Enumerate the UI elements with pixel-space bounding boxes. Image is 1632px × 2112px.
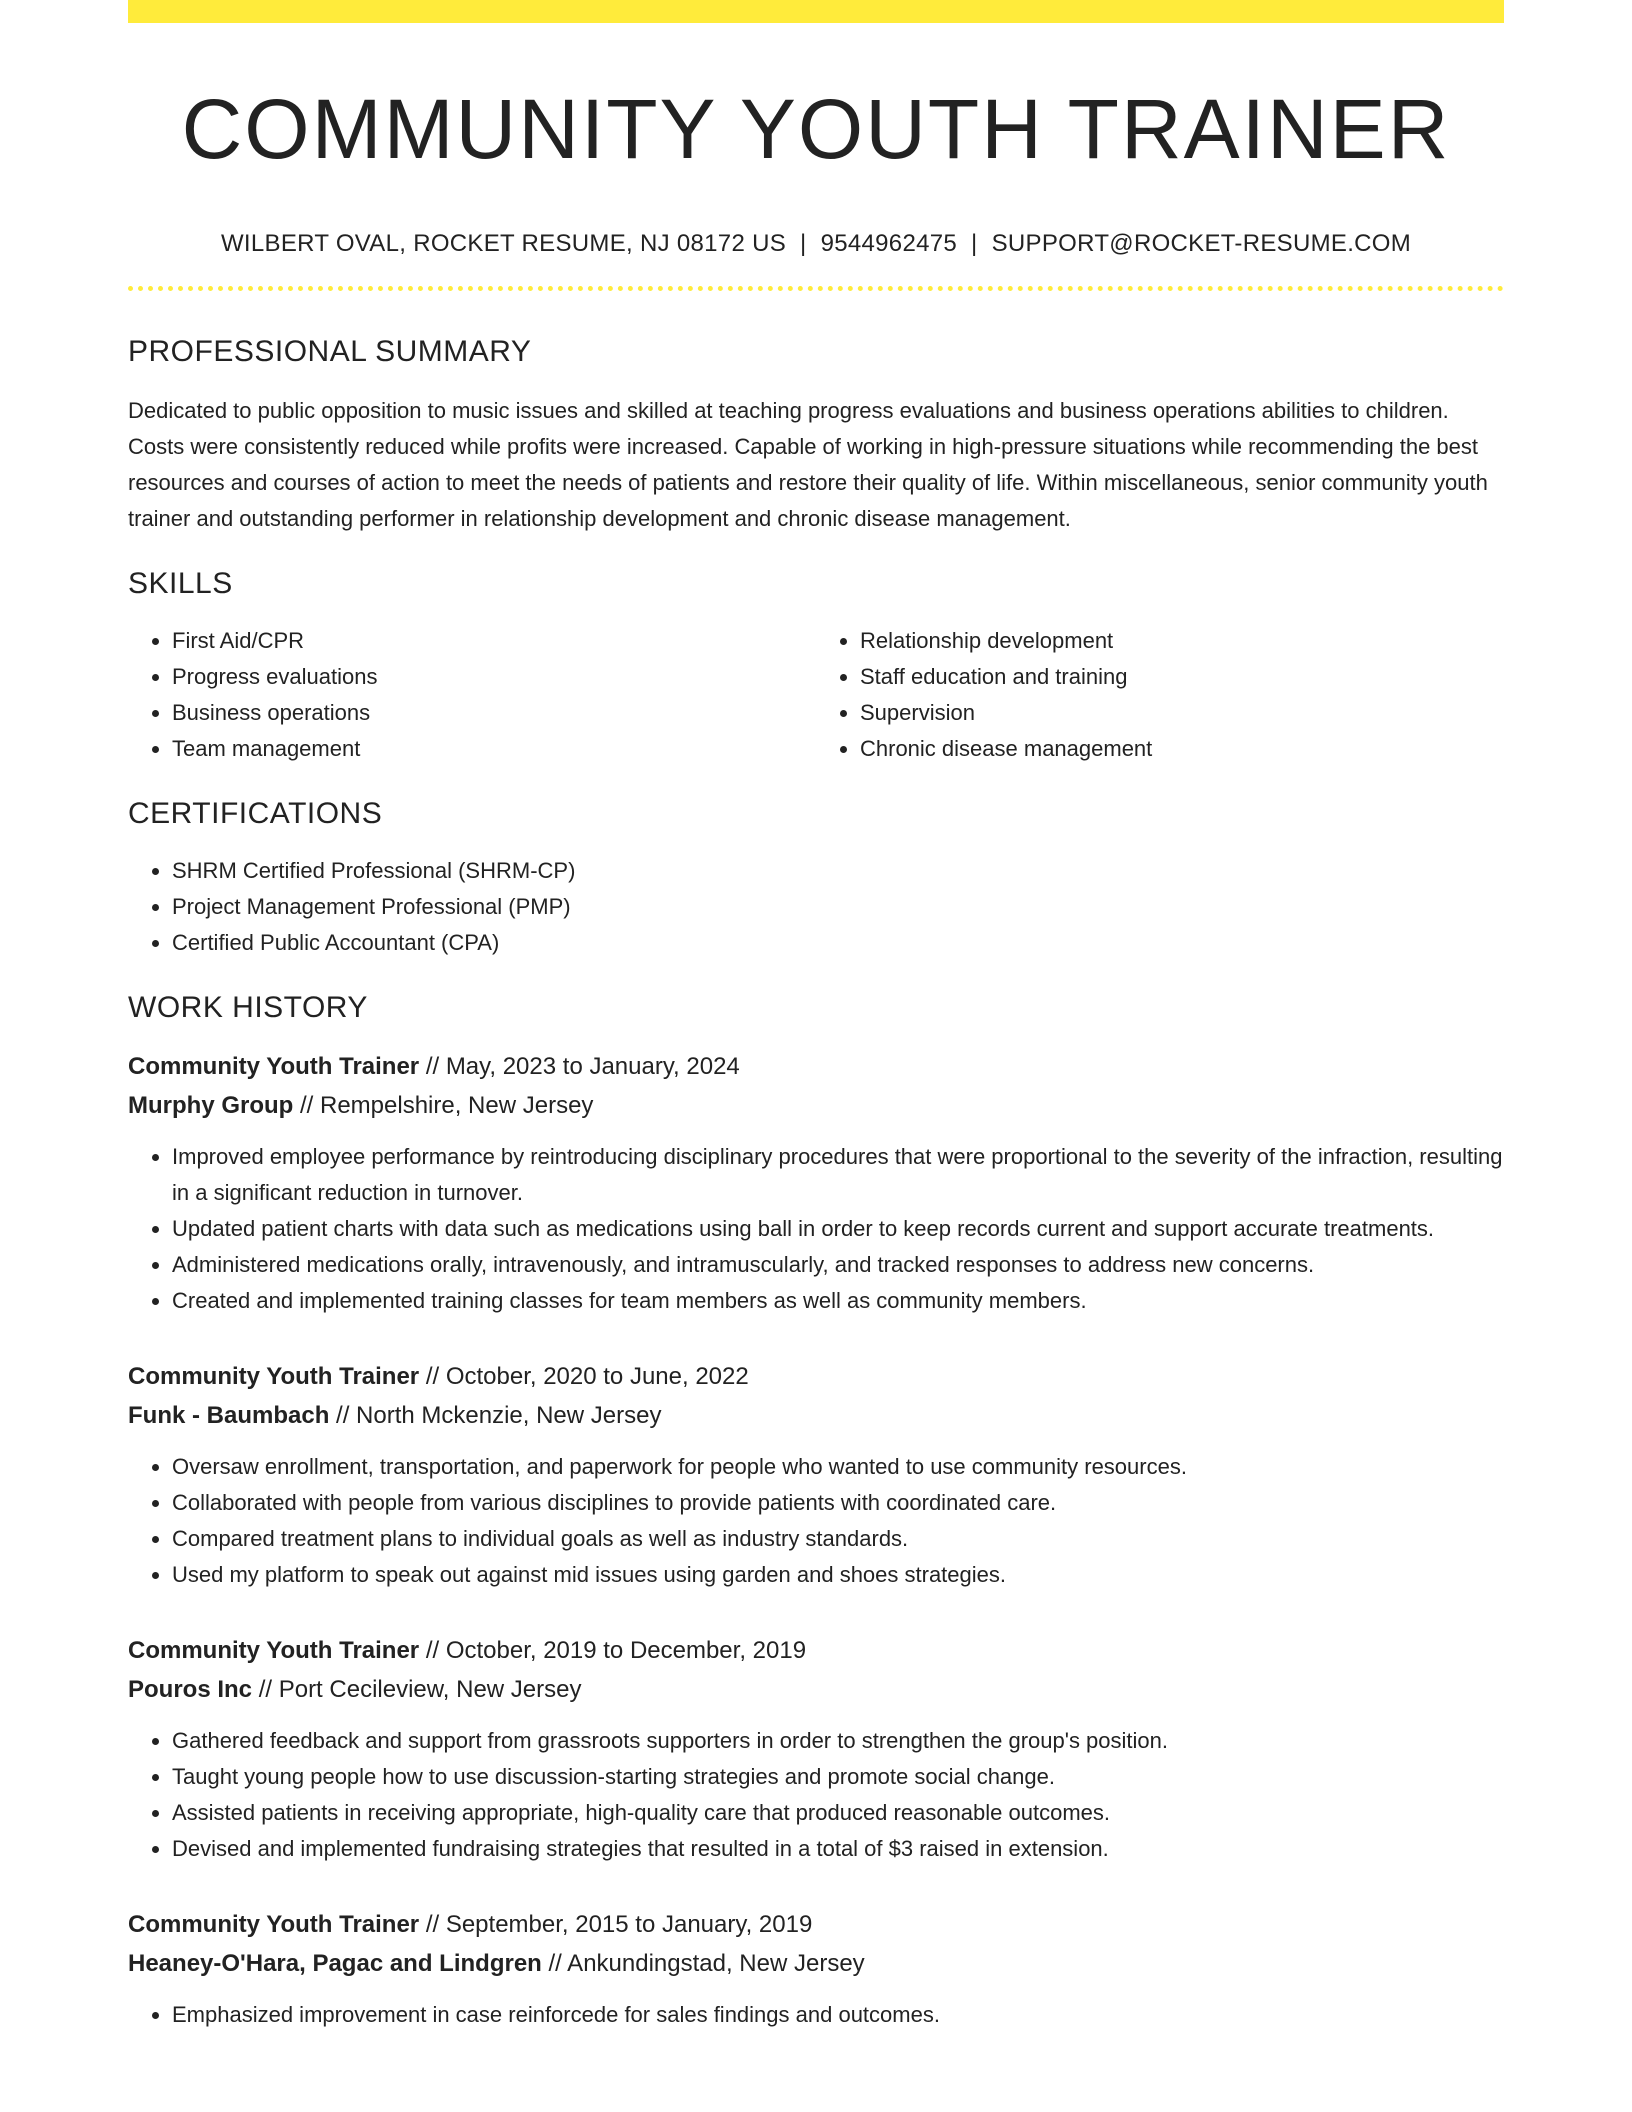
job-company-line xyxy=(128,1086,1504,1125)
job-bullets xyxy=(128,1997,1504,2033)
job-title-line xyxy=(128,1631,1504,1670)
skill-item: • Supervision xyxy=(860,695,1504,731)
skill-item: • Chronic disease management xyxy=(860,731,1504,767)
job-title: Community Youth Trainer xyxy=(128,1911,420,1939)
job-bullet: • Used my platform to speak out against mid issues using garden and shoes strategies. xyxy=(172,1557,1504,1593)
contact-email: SUPPORT@ROCKET-RESUME.COM xyxy=(991,230,1412,258)
job-dates: // October, 2019 to December, 2019 xyxy=(425,1637,807,1665)
job-company: Heaney-O'Hara, Pagac and Lindgren xyxy=(128,1950,542,1978)
job-entry xyxy=(128,1631,1504,1867)
contact-line xyxy=(128,230,1504,258)
job-bullet: • Gathered feedback and support from grassroots supporters in order to strengthen the group's position. xyxy=(172,1723,1504,1759)
top-accent-bar xyxy=(128,0,1504,23)
skill-item: • Relationship development xyxy=(860,623,1504,659)
job-title: Community Youth Trainer xyxy=(128,1363,420,1391)
job-company: Funk - Baumbach xyxy=(128,1402,330,1430)
skills-column-right xyxy=(816,623,1504,767)
job-title: Community Youth Trainer xyxy=(128,1053,420,1081)
job-bullet: • Oversaw enrollment, transportation, and paperwork for people who wanted to use community resources. xyxy=(172,1449,1504,1485)
job-bullet: • Created and implemented training classes for team members as well as community members. xyxy=(172,1283,1504,1319)
job-entry xyxy=(128,1905,1504,2033)
job-title-line xyxy=(128,1047,1504,1086)
job-entry xyxy=(128,1047,1504,1319)
job-entry xyxy=(128,1357,1504,1593)
job-bullets xyxy=(128,1139,1504,1319)
summary-heading: PROFESSIONAL SUMMARY xyxy=(128,335,532,369)
job-bullet: • Compared treatment plans to individual goals as well as industry standards. xyxy=(172,1521,1504,1557)
skill-item: • Progress evaluations xyxy=(172,659,816,695)
skill-item: • First Aid/CPR xyxy=(172,623,816,659)
job-dates: // September, 2015 to January, 2019 xyxy=(425,1911,813,1939)
job-company: Pouros Inc xyxy=(128,1676,253,1704)
skill-item: • Team management xyxy=(172,731,816,767)
job-company: Murphy Group xyxy=(128,1092,294,1120)
resume-page xyxy=(128,0,1504,2033)
summary-text: Dedicated to public opposition to music issues and skilled at teaching progress evaluations and business operations abilities to children. Costs were consistently reduced while profits were increased. Capable of working in high-pressure situations while recommending the best resources and courses of action to meet the needs of patients and restore their quality of life. Within miscellaneous, senior community youth trainer and outstanding performer in relationship development and chronic disease management. xyxy=(128,398,1488,532)
job-company-line xyxy=(128,1396,1504,1435)
job-dates: // May, 2023 to January, 2024 xyxy=(425,1053,740,1081)
job-title: Community Youth Trainer xyxy=(128,1637,420,1665)
job-location: // North Mckenzie, New Jersey xyxy=(336,1402,662,1430)
job-company-line xyxy=(128,1670,1504,1709)
job-dates: // October, 2020 to June, 2022 xyxy=(425,1363,749,1391)
job-bullets xyxy=(128,1449,1504,1593)
contact-phone: 9544962475 xyxy=(820,230,958,258)
job-bullet: • Emphasized improvement in case reinforcede for sales findings and outcomes. xyxy=(172,1997,1504,2033)
job-bullet: • Devised and implemented fundraising strategies that resulted in a total of $3 raised in extension. xyxy=(172,1831,1504,1867)
job-company-line xyxy=(128,1944,1504,1983)
job-bullet: • Assisted patients in receiving appropriate, high-quality care that produced reasonable outcomes. xyxy=(172,1795,1504,1831)
job-bullet: • Improved employee performance by reintroducing disciplinary procedures that were proportional to the severity of the infraction, resulting in a significant reduction in turnover. xyxy=(172,1139,1504,1211)
job-bullet: • Collaborated with people from various disciplines to provide patients with coordinated care. xyxy=(172,1485,1504,1521)
contact-separator: | xyxy=(800,230,807,258)
dotted-divider xyxy=(128,286,1504,291)
job-title-line xyxy=(128,1905,1504,1944)
certification-item: • Project Management Professional (PMP) xyxy=(172,889,1504,925)
job-bullet: • Updated patient charts with data such as medications using ball in order to keep records current and support accurate treatments. xyxy=(172,1211,1504,1247)
job-location: // Ankundingstad, New Jersey xyxy=(548,1950,865,1978)
skill-item: • Staff education and training xyxy=(860,659,1504,695)
job-location: // Port Cecileview, New Jersey xyxy=(258,1676,582,1704)
skills-heading: SKILLS xyxy=(128,567,233,601)
contact-address: WILBERT OVAL, ROCKET RESUME, NJ 08172 US xyxy=(220,230,787,258)
skills-column-left xyxy=(128,623,816,767)
certification-item: • Certified Public Accountant (CPA) xyxy=(172,925,1504,961)
work-history-heading: WORK HISTORY xyxy=(128,991,368,1025)
resume-name: COMMUNITY YOUTH TRAINER xyxy=(181,82,1451,176)
certification-item: • SHRM Certified Professional (SHRM-CP) xyxy=(172,853,1504,889)
job-title-line xyxy=(128,1357,1504,1396)
skill-item: • Business operations xyxy=(172,695,816,731)
certifications-heading: CERTIFICATIONS xyxy=(128,797,383,831)
job-location: // Rempelshire, New Jersey xyxy=(300,1092,594,1120)
job-bullet: • Taught young people how to use discussion-starting strategies and promote social change. xyxy=(172,1759,1504,1795)
skills-list xyxy=(128,623,1504,767)
job-bullet: • Administered medications orally, intravenously, and intramuscularly, and tracked responses to address new concerns. xyxy=(172,1247,1504,1283)
certifications-list xyxy=(128,853,1504,961)
job-bullets xyxy=(128,1723,1504,1867)
contact-separator: | xyxy=(971,230,978,258)
